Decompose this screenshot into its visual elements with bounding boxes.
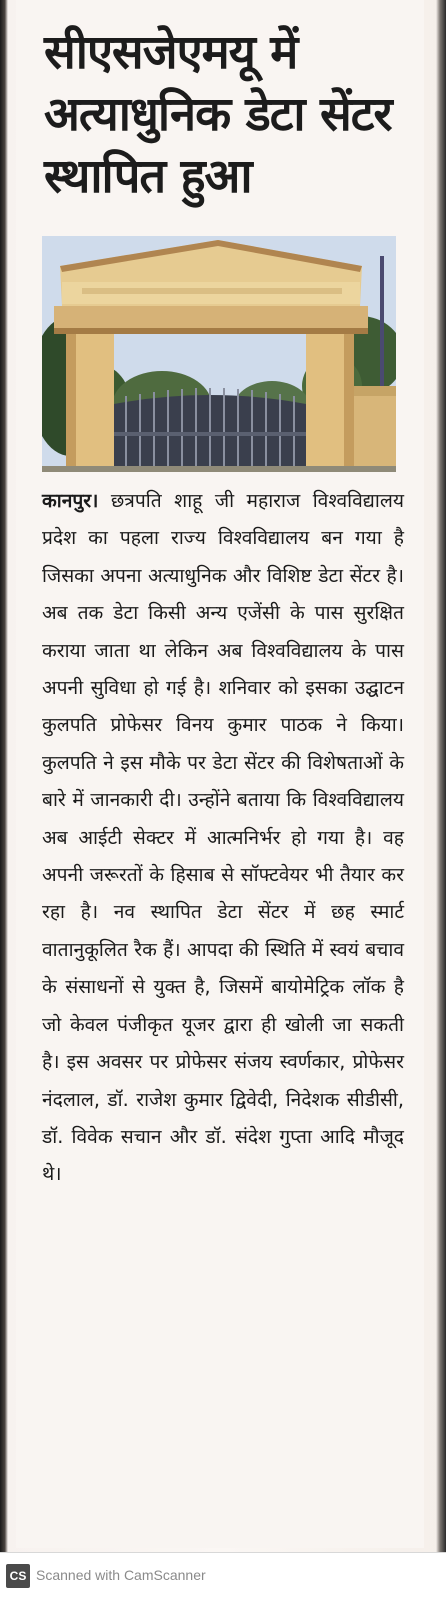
- page-edge-left: [0, 0, 8, 1560]
- page-edge-right: [436, 0, 446, 1560]
- headline: सीएसजेएमयू में अत्याधुनिक डेटा सेंटर स्थापित हुआ: [44, 25, 392, 204]
- camscanner-logo-icon: CS: [6, 1564, 30, 1588]
- dateline: कानपुर।: [42, 489, 99, 512]
- article-text: छत्रपति शाहू जी महाराज विश्वविद्यालय प्रदेश का पहला राज्य विश्वविद्यालय बन गया है जिसका अपना अत्याधुनिक और विशिष्ट डेटा सेंटर है। अब तक डेटा किसी अन्य एजेंसी के पास सुरक्षित कराया जाता था लेकिन अब विश्वविद्यालय के पास अपनी सुविधा हो गई है। शनिवार को इसका उद्घाटन कुलपति प्रोफेसर विनय कुमार पाठक ने किया। कुलपति ने इस मौके पर डेटा सेंटर की विशेषताओं के बारे में जानकारी दी। उन्होंने बताया कि विश्वविद्यालय अब आईटी सेक्टर में आत्मनिर्भर हो गया है। वह अपनी जरूरतों के हिसाब से सॉफ्टवेयर भी तैयार कर रहा है। नव स्थापित डेटा सेंटर में छह स्मार्ट वातानुकूलित रैक हैं। आपदा की स्थिति में स्वयं बचाव के संसाधनों से युक्त है, जिसमें बायोमेट्रिक लॉक है जो केवल पंजीकृत यूजर द्वारा ही खोली जा सकती है। इस अवसर पर प्रोफेसर संजय स्वर्णकार, प्रोफेसर नंदलाल, डॉ. राजेश कुमार द्विवेदी, निदेशक सीडीसी, डॉ. विवेक सचान और डॉ. संदेश गुप्ता आदि मौजूद थे।: [42, 489, 404, 1186]
- gate-photo: [42, 236, 396, 472]
- article-body: [42, 482, 404, 1193]
- scanner-footer: [0, 1552, 446, 1601]
- camscanner-watermark: Scanned with CamScanner: [36, 1567, 206, 1583]
